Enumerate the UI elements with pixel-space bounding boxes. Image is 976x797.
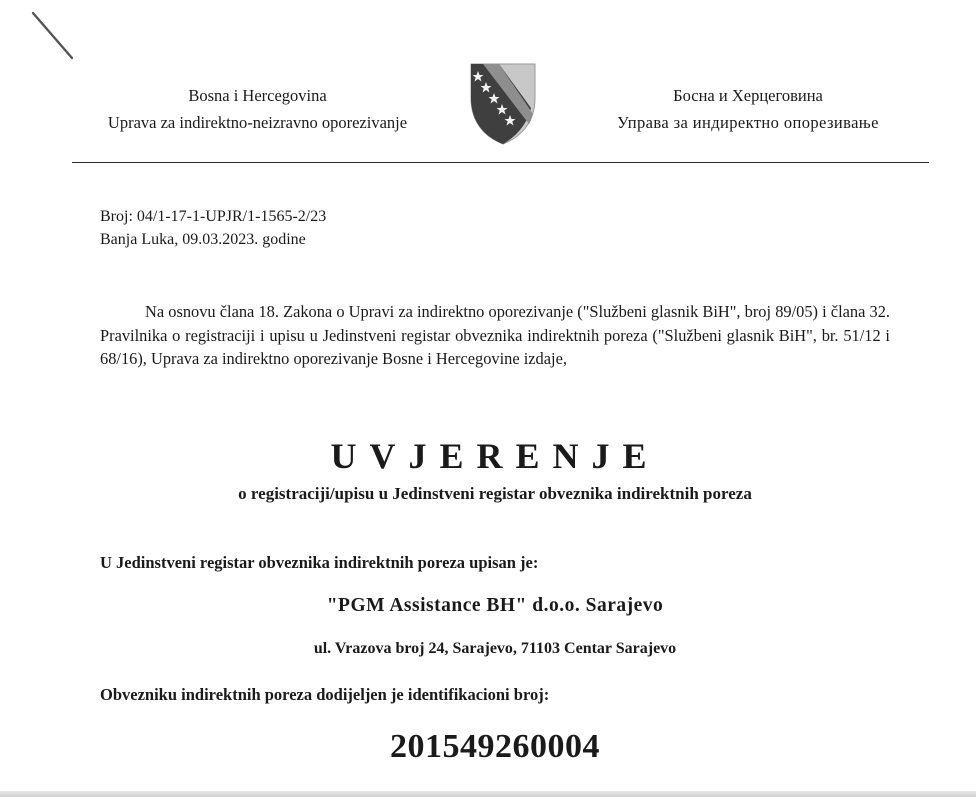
header-left: [85, 82, 430, 136]
scan-bottom-edge: [0, 791, 976, 797]
id-number: 201549260004: [390, 728, 600, 765]
reference-number: Broj: 04/1-17-1-UPJR/1-1565-2/23: [100, 208, 327, 225]
reference-place-date: Banja Luka, 09.03.2023. godine: [100, 231, 306, 248]
intro-paragraph: Na osnovu člana 18. Zakona o Upravi za indirektno oporezivanje ("Službeni glasnik BiH", broj 89/05) i člana 32. Pravilnika o registraciji i upisu u Jedinstveni registar obveznika indirektnih poreza ("Službeni glasnik BiH", br. 51/12 i 68/16), Uprava za indirektno oporezivanje Bosne i Hercegovine izdaje,: [100, 302, 890, 368]
header-right-authority: Управа за индиректно опорезивање: [617, 113, 879, 132]
header-right-country: Босна и Херцеговина: [673, 86, 823, 105]
reference-block: [100, 205, 326, 251]
company-address: ul. Vrazova broj 24, Sarajevo, 71103 Centar Sarajevo: [313, 640, 677, 657]
pen-mark: [30, 8, 80, 63]
certificate-title: UVJERENJE: [330, 436, 660, 476]
header-left-country: Bosna i Hercegovina: [188, 86, 327, 105]
header-left-authority: Uprava za indirektno-neizravno oporezivanje: [107, 113, 408, 132]
company-name: "PGM Assistance BH" d.o.o. Sarajevo: [326, 595, 664, 616]
id-number-label: Obvezniku indirektnih poreza dodijeljen je identifikacioni broj:: [100, 685, 550, 704]
header-right: [588, 82, 908, 136]
registration-label: U Jedinstveni registar obveznika indirektnih poreza upisan je:: [100, 553, 539, 572]
header-divider: [72, 162, 929, 163]
bih-coat-of-arms-icon: [469, 62, 537, 146]
certificate-subtitle: o registraciji/upisu u Jedinstveni registar obveznika indirektnih poreza: [238, 484, 752, 503]
